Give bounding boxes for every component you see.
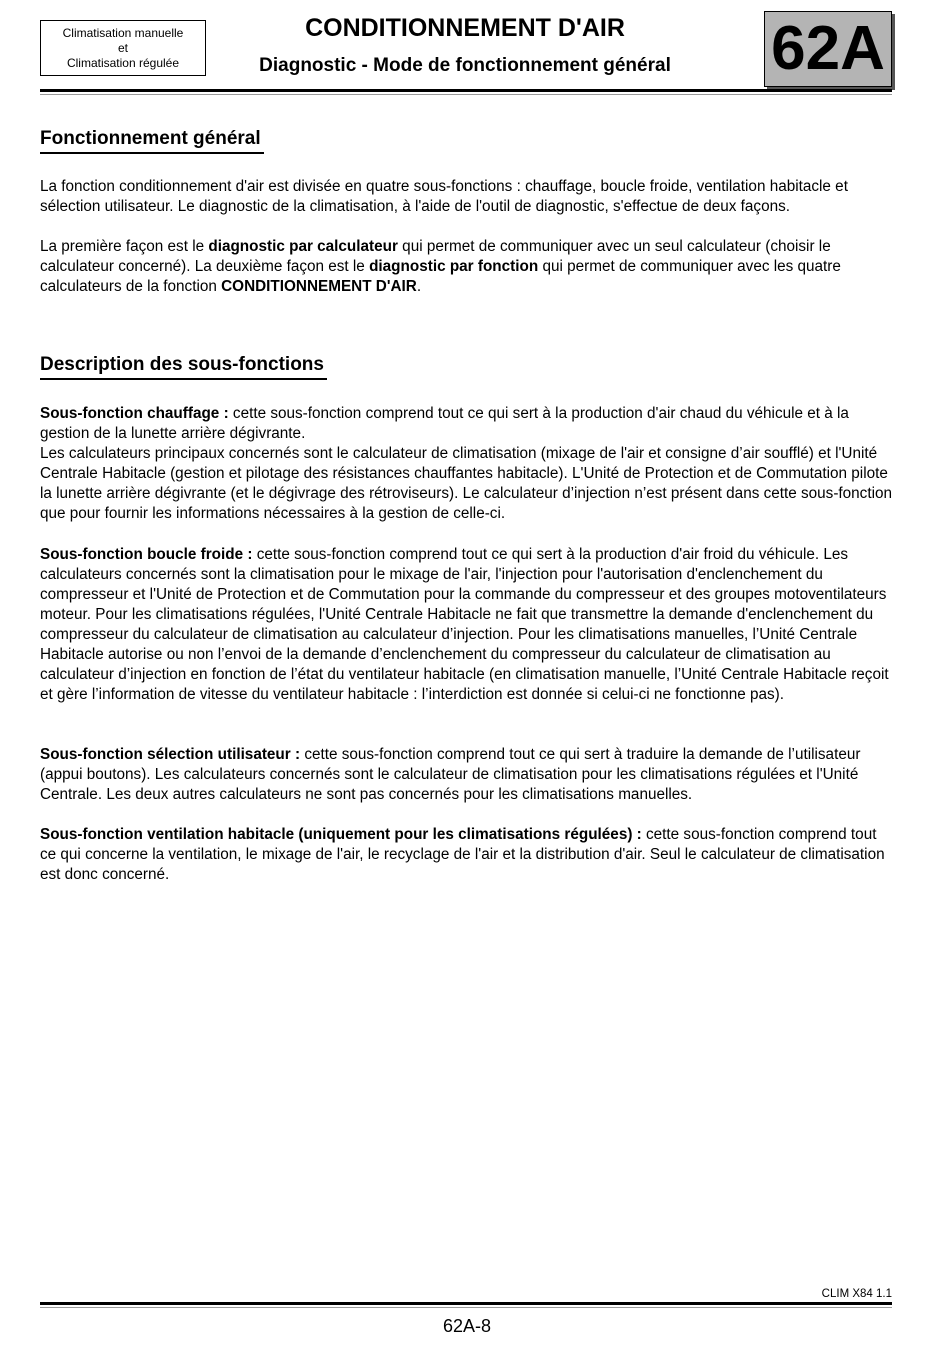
page-number: 62A-8	[442, 1316, 492, 1336]
label-selection-utilisateur: Sous-fonction sélection utilisateur :	[40, 746, 301, 763]
footer-divider-shadow	[40, 1307, 892, 1308]
text-run: qui permet de communiquer avec les quatre calculateurs de la fonction	[40, 258, 841, 295]
document-subtitle: Diagnostic - Mode de fonctionnement général	[259, 55, 671, 76]
bold-diagnostic-par-calculateur: diagnostic par calculateur	[208, 238, 398, 255]
paragraph-ventilation-habitacle	[40, 825, 896, 885]
paragraph-chauffage-calculateurs: Les calculateurs principaux concernés sont le calculateur de climatisation (mixage de l'air et consigne d’air soufflé) et l'Unité Centrale Habitacle (gestion et pilotage des résistances chauffantes habitacle). L'Unité de Protection et de Commutation pilote la lunette arrière dégivrante (et le dégivrage des rétroviseurs). Le calculateur d’injection n’est présent dans cette sous-fonction que pour fournir les informations nécessaires à la gestion de celle-ci.	[40, 445, 892, 522]
section-heading-general-text: Fonctionnement général	[40, 127, 264, 154]
paragraph-boucle-froide	[40, 545, 896, 705]
paragraph-general-intro: La fonction conditionnement d'air est divisée en quatre sous-fonctions : chauffage, boucle froide, ventilation habitacle et sélection utilisateur. Le diagnostic de la climatisation, à l'aide de l'outil de diagnostic, s'effectue de deux façons.	[40, 178, 848, 215]
footer-divider	[40, 1302, 892, 1305]
scope-line-3: Climatisation régulée	[66, 55, 180, 70]
text-run: .	[416, 278, 422, 295]
paragraph-diagnostic-modes	[40, 237, 896, 297]
header-divider-shadow	[40, 94, 892, 95]
label-ventilation-habitacle: Sous-fonction ventilation habitacle (uniquement pour les climatisations régulées) :	[40, 826, 642, 843]
document-code: CLIM X84 1.1	[821, 1288, 892, 1300]
text-run: qui permet de communiquer avec un seul calculateur (choisir le calculateur concerné). La deuxième façon est le	[40, 238, 831, 275]
scope-line-2: et	[117, 40, 128, 55]
bold-diagnostic-par-fonction: diagnostic par fonction	[369, 258, 539, 275]
section-heading-description	[40, 353, 327, 380]
text-run: La première façon est le	[40, 238, 209, 255]
vehicle-scope-box	[40, 20, 206, 76]
text-ventilation-habitacle: cette sous-fonction comprend tout ce qui concerne la ventilation, le mixage de l'air, le recyclage de l'air et la distribution d'air. Seul le calculateur de climatisation est donc concerné.	[40, 826, 885, 883]
section-heading-general	[40, 127, 264, 154]
document-title: CONDITIONNEMENT D'AIR	[305, 14, 625, 42]
text-selection-utilisateur: cette sous-fonction comprend tout ce qui sert à traduire la demande de l’utilisateur (appui boutons). Les calculateurs concernés sont le calculateur de climatisation pour les climatisations régulées et l'Unité Centrale. Les deux autres calculateurs ne sont pas concernés pour les climatisations manuelles.	[40, 746, 861, 803]
label-boucle-froide: Sous-fonction boucle froide :	[40, 546, 253, 563]
bold-conditionnement-dair: CONDITIONNEMENT D'AIR	[221, 278, 417, 295]
text-chauffage: cette sous-fonction comprend tout ce qui sert à la production d'air chaud du véhicule et à la gestion de la lunette arrière dégivrante.	[40, 405, 849, 442]
paragraph-selection-utilisateur	[40, 745, 896, 805]
section-heading-description-text: Description des sous-fonctions	[40, 353, 327, 380]
chapter-badge: 62A	[764, 11, 892, 87]
scope-line-1: Climatisation manuelle	[62, 25, 184, 40]
label-chauffage: Sous-fonction chauffage :	[40, 405, 229, 422]
header-divider	[40, 89, 892, 92]
paragraph-chauffage	[40, 404, 896, 444]
text-boucle-froide: cette sous-fonction comprend tout ce qui sert à la production d'air froid du véhicule. Les calculateurs concernés sont la climatisation pour le mixage de l'air, l'injection pour l'autorisation d'enclenchement du compresseur et l'Unité de Protection et de Commutation pour la commande du compresseur et des groupes motoventilateurs moteur. Pour les climatisations régulées, l'Unité Centrale Habitacle ne fait que transmettre la demande d'enclenchement du compresseur du calculateur de climatisation au calculateur d’injection. Pour les climatisations manuelles, l’Unité Centrale Habitacle autorise ou non l’envoi de la demande d’enclenchement du compresseur du calculateur de climatisation au calculateur d’injection en fonction de l’état du ventilateur habitacle (en climatisation manuelle, l’Unité Centrale Habitacle reçoit et gère l’information de vitesse du ventilateur habitacle : l’interdiction est donnée si celui-ci ne fonctionne pas).	[40, 546, 889, 703]
